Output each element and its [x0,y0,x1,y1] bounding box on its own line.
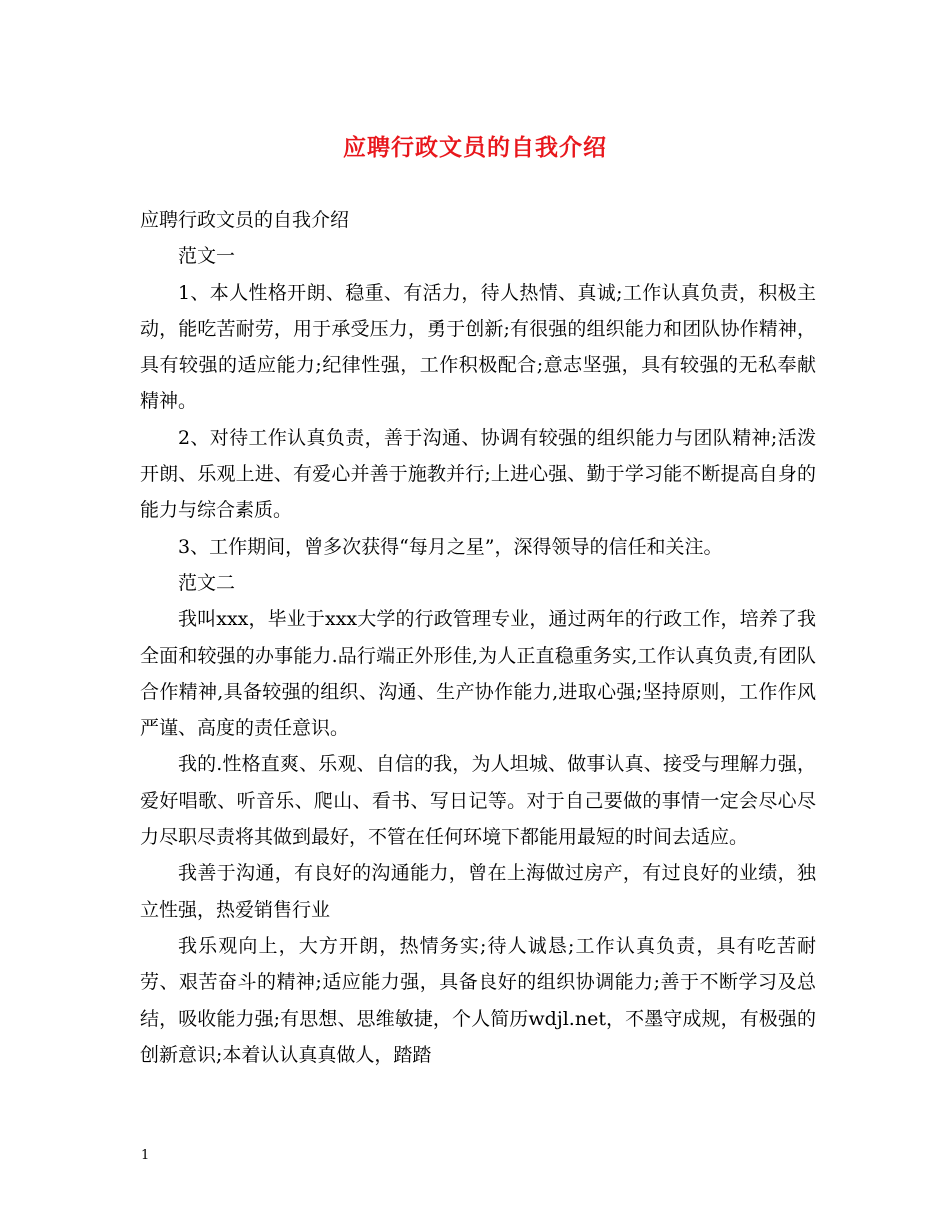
paragraph: 1、本人性格开朗、稳重、有活力，待人热情、真诚;工作认真负责，积极主动，能吃苦耐劳，用于承受压力，勇于创新;有很强的组织能力和团队协作精神，具有较强的适应能力;纪律性强，工作积极配合;意志坚强，具有较强的无私奉献精神。 [140,281,816,413]
page-number: 1 [141,1148,150,1163]
paragraph-subtitle: 应聘行政文员的自我介绍 [140,209,350,231]
paragraph: 我乐观向上，大方开朗，热情务实;待人诚恳;工作认真负责，具有吃苦耐劳、艰苦奋斗的精神;适应能力强，具备良好的组织协调能力;善于不断学习及总结，吸收能力强;有思想、思维敏捷，个人简历wdjl.net，不墨守成规，有极强的创新意识;本着认认真真做人，踏踏 [140,934,816,1066]
paragraph: 我善于沟通，有良好的沟通能力，曾在上海做过房产，有过良好的业绩，独立性强，热爱销售行业 [140,862,816,921]
document-title: 应聘行政文员的自我介绍 [343,134,607,161]
paragraph-heading-sample-one: 范文一 [178,245,236,268]
paragraph: 我叫xxx，毕业于xxx大学的行政管理专业，通过两年的行政工作，培养了我全面和较强的办事能力.品行端正外形佳,为人正直稳重务实,工作认真负责,有团队合作精神,具备较强的组织、沟通、生产协作能力,进取心强;坚持原则，工作作风严谨、高度的责任意识。 [140,608,816,740]
paragraph-heading-sample-two: 范文二 [178,571,236,594]
paragraph: 2、对待工作认真负责，善于沟通、协调有较强的组织能力与团队精神;活泼开朗、乐观上进、有爱心并善于施教并行;上进心强、勤于学习能不断提高自身的能力与综合素质。 [140,426,816,522]
paragraph: 3、工作期间，曾多次获得“每月之星”，深得领导的信任和关注。 [178,535,723,558]
paragraph: 我的.性格直爽、乐观、自信的我，为人坦城、做事认真、接受与理解力强，爱好唱歌、听音乐、爬山、看书、写日记等。对于自己要做的事情一定会尽心尽力尽职尽责将其做到最好，不管在任何环境下都能用最短的时间去适应。 [140,753,816,849]
document-body [140,202,816,1073]
